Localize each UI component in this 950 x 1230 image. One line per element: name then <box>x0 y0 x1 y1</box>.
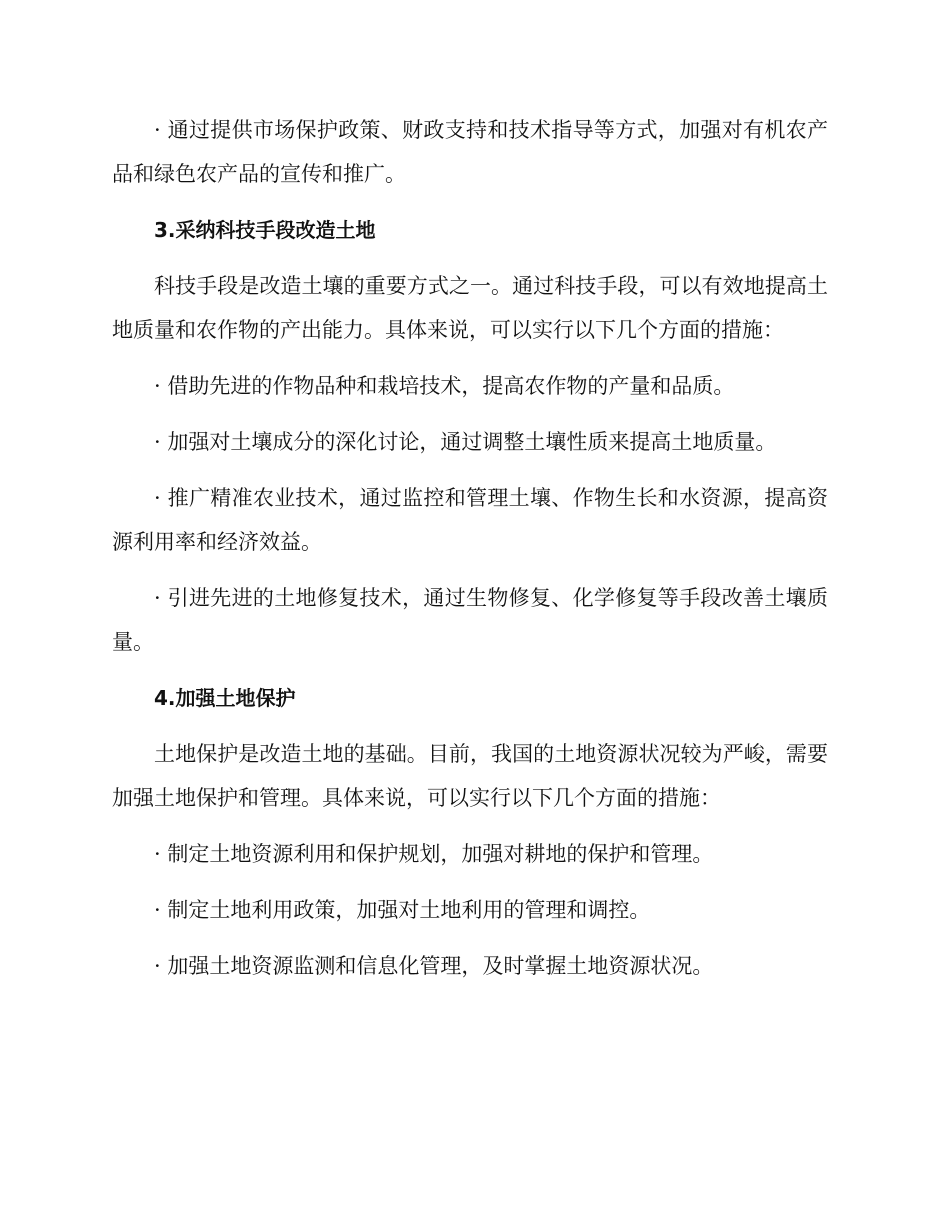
bullet-market-policy: · 通过提供市场保护政策、财政支持和技术指导等方式，加强对有机农产品和绿色农产品的宣传和推广。 <box>112 118 828 186</box>
section-4-intro: 土地保护是改造土地的基础。目前，我国的土地资源状况较为严峻，需要加强土地保护和管理。具体来说，可以实行以下几个方面的措施： <box>112 742 828 810</box>
bullet-land-monitoring: · 加强土地资源监测和信息化管理，及时掌握土地资源状况。 <box>154 954 714 978</box>
bullet-crop-varieties: · 借助先进的作物品种和栽培技术，提高农作物的产量和品质。 <box>154 374 735 398</box>
document-page <box>112 108 828 1000</box>
section-3-intro: 科技手段是改造土壤的重要方式之一。通过科技手段，可以有效地提高土地质量和农作物的产出能力。具体来说，可以实行以下几个方面的措施： <box>112 274 828 342</box>
bullet-land-planning: · 制定土地资源利用和保护规划，加强对耕地的保护和管理。 <box>154 842 714 866</box>
bullet-land-policy: · 制定土地利用政策，加强对土地利用的管理和调控。 <box>154 898 651 922</box>
section-4-heading: 4.加强土地保护 <box>154 686 296 710</box>
bullet-land-remediation: · 引进先进的土地修复技术，通过生物修复、化学修复等手段改善土壤质量。 <box>112 586 828 654</box>
bullet-precision-agriculture: · 推广精准农业技术，通过监控和管理土壤、作物生长和水资源，提高资源利用率和经济效益。 <box>112 486 828 554</box>
bullet-soil-research: · 加强对土壤成分的深化讨论，通过调整土壤性质来提高土地质量。 <box>154 430 777 454</box>
section-3-heading: 3.采纳科技手段改造土地 <box>154 218 376 242</box>
